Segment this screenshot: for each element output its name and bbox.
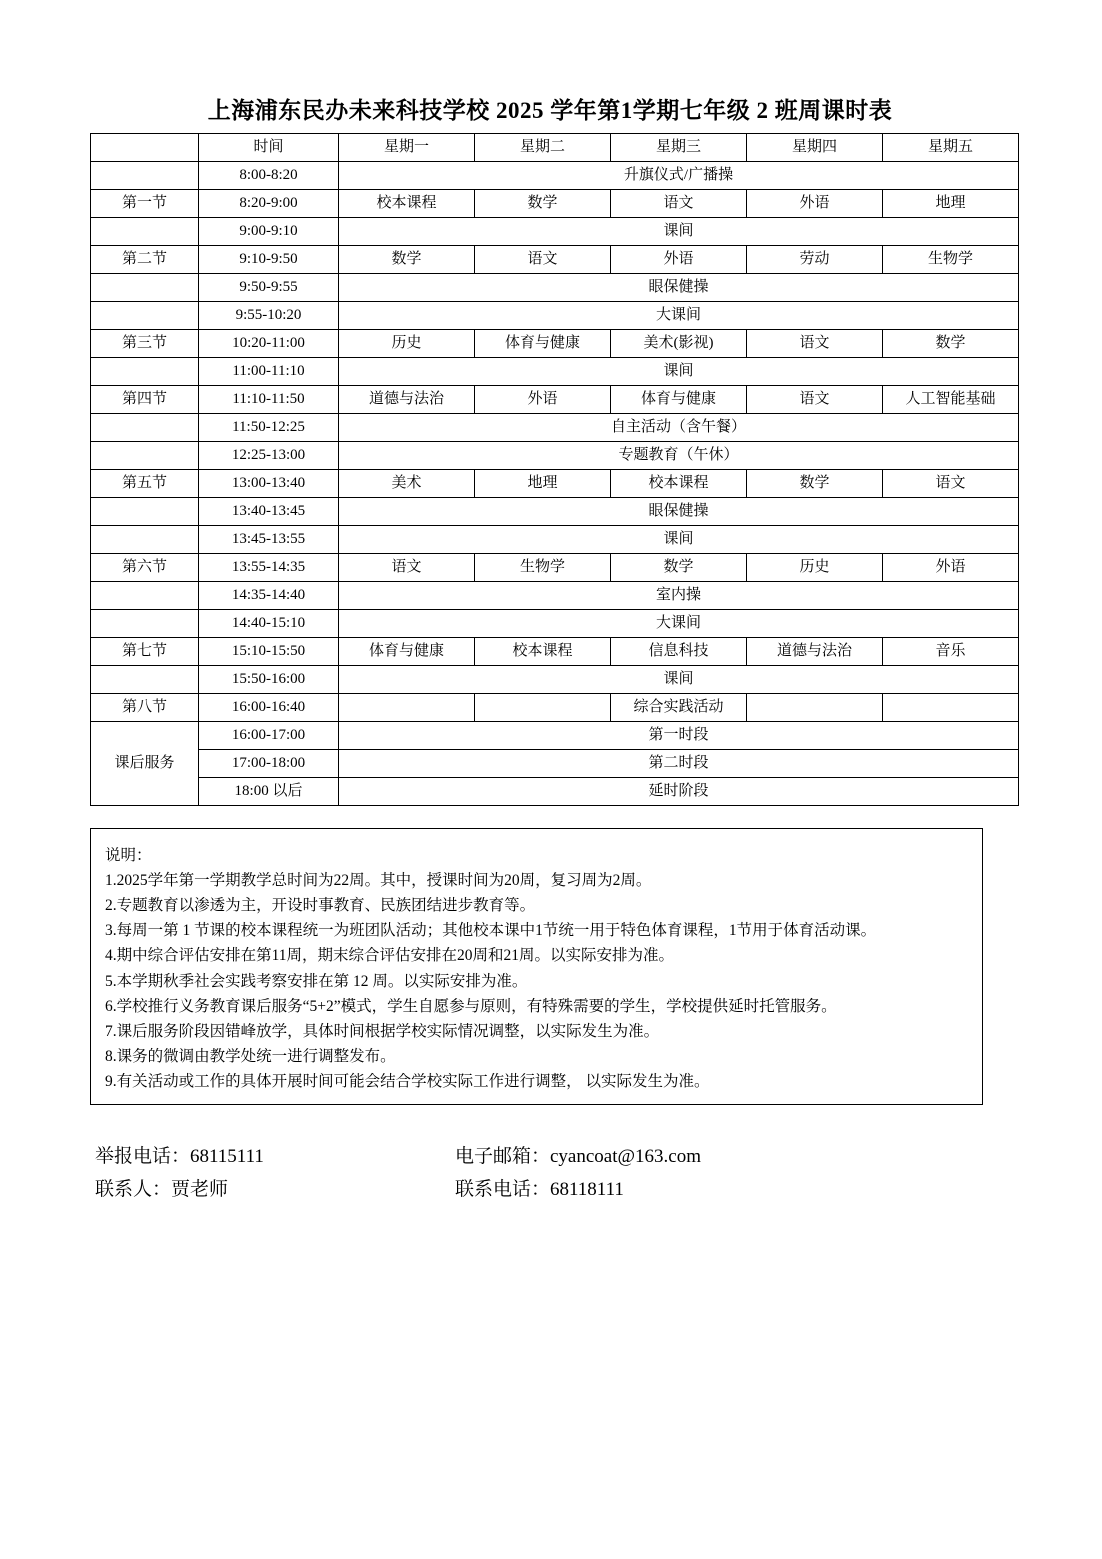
time-cell: 14:35-14:40 <box>199 582 339 610</box>
time-cell: 13:00-13:40 <box>199 470 339 498</box>
time-cell: 11:50-12:25 <box>199 414 339 442</box>
course-cell: 生物学 <box>475 554 611 582</box>
table-row <box>91 638 1019 666</box>
course-cell: 数学 <box>475 190 611 218</box>
table-row <box>91 190 1019 218</box>
course-cell: 校本课程 <box>339 190 475 218</box>
span-activity-cell: 延时阶段 <box>339 778 1019 806</box>
time-cell: 9:50-9:55 <box>199 274 339 302</box>
period-cell <box>91 162 199 190</box>
note-line: 9.有关活动或工作的具体开展时间可能会结合学校实际工作进行调整， 以实际发生为准。 <box>105 1072 710 1090</box>
time-cell: 13:45-13:55 <box>199 526 339 554</box>
header-cell-tuesday: 星期二 <box>475 134 611 162</box>
header-cell-thursday: 星期四 <box>747 134 883 162</box>
time-cell: 16:00-17:00 <box>199 722 339 750</box>
course-cell: 语文 <box>611 190 747 218</box>
course-cell <box>339 694 475 722</box>
course-cell: 劳动 <box>747 246 883 274</box>
course-cell: 数学 <box>747 470 883 498</box>
course-cell: 美术(影视) <box>611 330 747 358</box>
header-cell-blank <box>91 134 199 162</box>
contact-phone: 联系电话：68118111 <box>455 1179 624 1201</box>
period-cell: 第一节 <box>91 190 199 218</box>
table-row <box>91 358 1019 386</box>
footer-row-2 <box>95 1173 995 1206</box>
note-line: 1.2025学年第一学期教学总时间为22周。其中，授课时间为20周，复习周为2周。 <box>105 872 652 890</box>
time-cell: 11:00-11:10 <box>199 358 339 386</box>
span-activity-cell: 眼保健操 <box>339 498 1019 526</box>
weekly-schedule-table <box>90 133 1019 806</box>
table-row-after-school <box>91 722 1019 750</box>
time-cell: 12:25-13:00 <box>199 442 339 470</box>
span-activity-cell: 课间 <box>339 666 1019 694</box>
header-cell-time: 时间 <box>199 134 339 162</box>
table-row-after-school <box>91 778 1019 806</box>
table-row <box>91 302 1019 330</box>
span-activity-cell: 自主活动（含午餐） <box>339 414 1019 442</box>
time-cell: 9:55-10:20 <box>199 302 339 330</box>
time-cell: 18:00 以后 <box>199 778 339 806</box>
course-cell: 校本课程 <box>475 638 611 666</box>
table-row <box>91 526 1019 554</box>
period-cell <box>91 526 199 554</box>
span-activity-cell: 第二时段 <box>339 750 1019 778</box>
note-line: 5.本学期秋季社会实践考察安排在第 12 周。以实际安排为准。 <box>105 972 528 990</box>
table-row <box>91 330 1019 358</box>
table-row <box>91 666 1019 694</box>
time-cell: 14:40-15:10 <box>199 610 339 638</box>
period-cell <box>91 666 199 694</box>
course-cell: 道德与法治 <box>747 638 883 666</box>
note-line: 3.每周一第 1 节课的校本课程统一为班团队活动；其他校本课中1节统一用于特色体育课程，1节用于体育活动课。 <box>105 922 877 940</box>
table-row <box>91 498 1019 526</box>
table-row <box>91 246 1019 274</box>
course-cell: 人工智能基础 <box>883 386 1019 414</box>
time-cell: 11:10-11:50 <box>199 386 339 414</box>
notes-box <box>90 828 983 1105</box>
table-row <box>91 386 1019 414</box>
time-cell: 15:50-16:00 <box>199 666 339 694</box>
course-cell <box>883 694 1019 722</box>
span-activity-cell: 升旗仪式/广播操 <box>339 162 1019 190</box>
span-activity-cell: 第一时段 <box>339 722 1019 750</box>
period-cell <box>91 582 199 610</box>
time-cell: 13:55-14:35 <box>199 554 339 582</box>
course-cell: 音乐 <box>883 638 1019 666</box>
course-cell: 道德与法治 <box>339 386 475 414</box>
table-row <box>91 414 1019 442</box>
period-cell <box>91 274 199 302</box>
time-cell: 8:00-8:20 <box>199 162 339 190</box>
course-cell: 地理 <box>475 470 611 498</box>
span-activity-cell: 眼保健操 <box>339 274 1019 302</box>
course-cell: 生物学 <box>883 246 1019 274</box>
course-cell: 数学 <box>883 330 1019 358</box>
course-cell: 体育与健康 <box>611 386 747 414</box>
time-cell: 17:00-18:00 <box>199 750 339 778</box>
page-title: 上海浦东民办未来科技学校 2025 学年第1学期七年级 2 班周课时表 <box>207 98 893 123</box>
note-line: 4.期中综合评估安排在第11周，期末综合评估安排在20周和21周。以实际安排为准。 <box>105 947 675 965</box>
note-line: 2.专题教育以渗透为主，开设时事教育、民族团结进步教育等。 <box>105 897 536 915</box>
course-cell: 语文 <box>475 246 611 274</box>
course-cell: 语文 <box>339 554 475 582</box>
table-row <box>91 470 1019 498</box>
course-cell: 外语 <box>475 386 611 414</box>
course-cell: 综合实践活动 <box>611 694 747 722</box>
course-cell: 外语 <box>747 190 883 218</box>
header-cell-monday: 星期一 <box>339 134 475 162</box>
course-cell: 体育与健康 <box>339 638 475 666</box>
course-cell <box>475 694 611 722</box>
table-row <box>91 582 1019 610</box>
time-cell: 9:10-9:50 <box>199 246 339 274</box>
time-cell: 10:20-11:00 <box>199 330 339 358</box>
table-row <box>91 694 1019 722</box>
table-row <box>91 554 1019 582</box>
course-cell: 历史 <box>339 330 475 358</box>
time-cell: 8:20-9:00 <box>199 190 339 218</box>
course-cell: 外语 <box>883 554 1019 582</box>
course-cell: 语文 <box>747 386 883 414</box>
span-activity-cell: 室内操 <box>339 582 1019 610</box>
note-line: 6.学校推行义务教育课后服务“5+2”模式，学生自愿参与原则，有特殊需要的学生，学校提供延时托管服务。 <box>105 997 837 1015</box>
note-line: 7.课后服务阶段因错峰放学，具体时间根据学校实际情况调整，以实际发生为准。 <box>105 1022 660 1040</box>
header-cell-friday: 星期五 <box>883 134 1019 162</box>
period-cell: 第三节 <box>91 330 199 358</box>
time-cell: 15:10-15:50 <box>199 638 339 666</box>
period-cell <box>91 218 199 246</box>
period-cell <box>91 414 199 442</box>
span-activity-cell: 大课间 <box>339 610 1019 638</box>
span-activity-cell: 专题教育（午休） <box>339 442 1019 470</box>
course-cell: 语文 <box>883 470 1019 498</box>
span-activity-cell: 课间 <box>339 218 1019 246</box>
period-cell: 第七节 <box>91 638 199 666</box>
period-cell: 第二节 <box>91 246 199 274</box>
course-cell: 语文 <box>747 330 883 358</box>
after-school-label: 课后服务 <box>91 722 199 806</box>
period-cell <box>91 498 199 526</box>
table-row <box>91 610 1019 638</box>
period-cell: 第八节 <box>91 694 199 722</box>
span-activity-cell: 课间 <box>339 358 1019 386</box>
footer-contacts <box>95 1140 995 1207</box>
note-line: 8.课务的微调由教学处统一进行调整发布。 <box>105 1047 396 1065</box>
table-row <box>91 274 1019 302</box>
period-cell <box>91 442 199 470</box>
course-cell: 历史 <box>747 554 883 582</box>
table-row <box>91 442 1019 470</box>
span-activity-cell: 大课间 <box>339 302 1019 330</box>
course-cell: 校本课程 <box>611 470 747 498</box>
course-cell: 数学 <box>339 246 475 274</box>
period-cell <box>91 358 199 386</box>
table-row <box>91 162 1019 190</box>
table-row-after-school <box>91 750 1019 778</box>
course-cell: 外语 <box>611 246 747 274</box>
notes-heading: 说明： <box>105 847 152 864</box>
course-cell <box>747 694 883 722</box>
period-cell <box>91 302 199 330</box>
period-cell: 第四节 <box>91 386 199 414</box>
period-cell: 第五节 <box>91 470 199 498</box>
period-cell: 第六节 <box>91 554 199 582</box>
course-cell: 体育与健康 <box>475 330 611 358</box>
header-cell-wednesday: 星期三 <box>611 134 747 162</box>
course-cell: 美术 <box>339 470 475 498</box>
course-cell: 信息科技 <box>611 638 747 666</box>
time-cell: 13:40-13:45 <box>199 498 339 526</box>
time-cell: 9:00-9:10 <box>199 218 339 246</box>
course-cell: 数学 <box>611 554 747 582</box>
report-phone: 举报电话：68115111 <box>95 1146 264 1167</box>
table-header-row <box>91 134 1019 162</box>
email-address: 电子邮箱：cyancoat@163.com <box>455 1146 701 1167</box>
contact-person: 联系人：贾老师 <box>95 1179 229 1201</box>
period-cell <box>91 610 199 638</box>
footer-row-1 <box>95 1140 995 1173</box>
time-cell: 16:00-16:40 <box>199 694 339 722</box>
table-row <box>91 218 1019 246</box>
span-activity-cell: 课间 <box>339 526 1019 554</box>
course-cell: 地理 <box>883 190 1019 218</box>
